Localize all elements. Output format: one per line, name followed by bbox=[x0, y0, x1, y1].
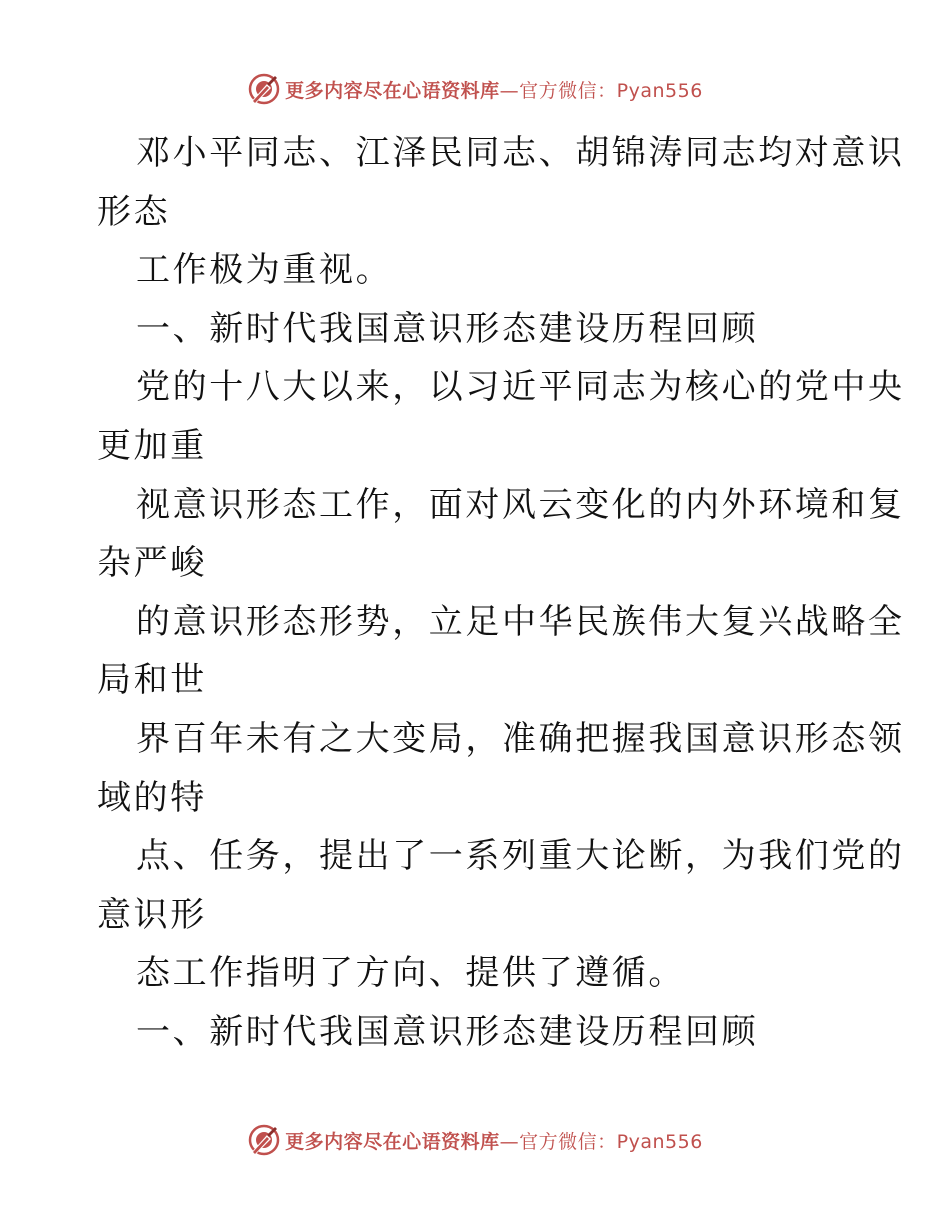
text-line: 更加重 bbox=[97, 425, 207, 466]
section-heading: 一、新时代我国意识形态建设历程回顾 bbox=[136, 1011, 759, 1052]
text-line: 点、任务，提出了一系列重大论断，为我们党的 bbox=[136, 836, 905, 877]
document-body bbox=[97, 124, 905, 1062]
banner-lead-text: 更多内容尽在心语资料库 bbox=[285, 79, 500, 102]
text-line: 视意识形态工作，面对风云变化的内外环境和复 bbox=[136, 484, 905, 525]
pen-logo-icon bbox=[247, 72, 281, 106]
pen-logo-icon bbox=[247, 1123, 281, 1157]
text-line: 形态 bbox=[97, 191, 171, 232]
banner-wechat-text: —官方微信：Pyan556 bbox=[499, 79, 703, 102]
text-line: 杂严峻 bbox=[97, 543, 207, 584]
text-line: 态工作指明了方向、提供了遵循。 bbox=[136, 953, 685, 994]
text-line: 意识形 bbox=[97, 894, 207, 935]
text-line: 工作极为重视。 bbox=[136, 250, 393, 291]
text-line: 域的特 bbox=[97, 777, 207, 818]
banner-wechat-text: —官方微信：Pyan556 bbox=[499, 1130, 703, 1153]
header-banner bbox=[0, 69, 950, 109]
text-line: 的意识形态形势，立足中华民族伟大复兴战略全 bbox=[136, 601, 905, 642]
text-line: 党的十八大以来，以习近平同志为核心的党中央 bbox=[136, 367, 905, 408]
text-line: 邓小平同志、江泽民同志、胡锦涛同志均对意识 bbox=[136, 133, 905, 173]
text-line: 界百年未有之大变局，准确把握我国意识形态领 bbox=[136, 718, 905, 759]
section-heading: 一、新时代我国意识形态建设历程回顾 bbox=[136, 308, 759, 349]
text-line: 局和世 bbox=[97, 660, 207, 701]
banner-lead-text: 更多内容尽在心语资料库 bbox=[285, 1130, 500, 1153]
footer-banner bbox=[0, 1120, 950, 1160]
